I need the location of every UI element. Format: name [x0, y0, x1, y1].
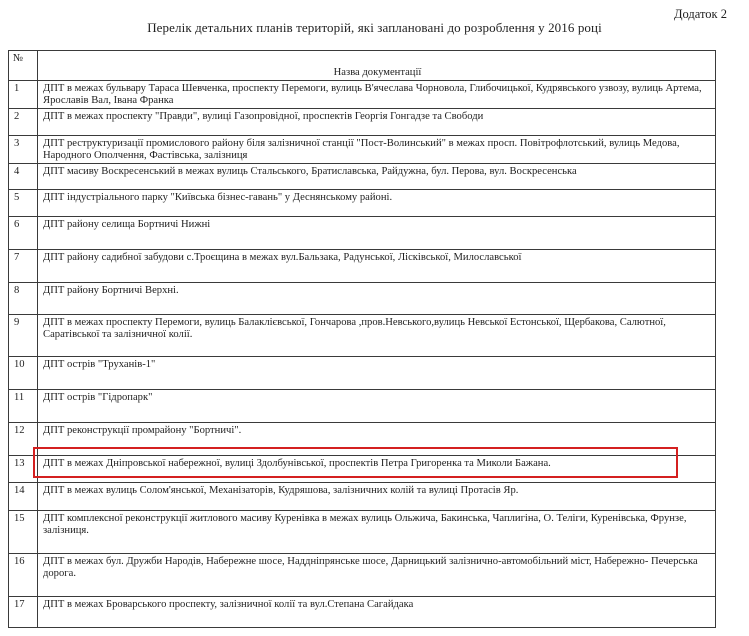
table-row [9, 315, 716, 357]
row-name: ДПТ в межах вулиць Солом'янської, Механізаторів, Кудряшова, залізничних колій та вулиці Протасів Яр. [38, 483, 716, 511]
row-number: 5 [9, 190, 38, 217]
row-name: ДПТ реструктуризації промислового району біля залізничної станції "Пост-Волинський" в межах просп. Повітрофлотський, вулиць Медова, Народного Ополчення, Фастівська, залізниця [38, 136, 716, 164]
table-header-row [9, 51, 716, 81]
number-column-header: № [9, 51, 38, 81]
row-name: ДПТ району садибної забудови с.Троєщина в межах вул.Бальзака, Радунської, Лісківської, Милославської [38, 250, 716, 283]
row-name: ДПТ острів "Труханів-1" [38, 357, 716, 390]
table-row [9, 390, 716, 423]
row-name: ДПТ масиву Воскресенський в межах вулиць Стальського, Братиславська, Райдужна, бул. Перова, вул. Воскресенська [38, 164, 716, 190]
row-name: ДПТ району Бортничі Верхні. [38, 283, 716, 315]
table-row [9, 554, 716, 597]
row-number: 4 [9, 164, 38, 190]
row-name: ДПТ в межах проспекту Перемоги, вулиць Балаклієвської, Гончарова ,пров.Невського,вулиць Невської Естонської, Щербакова, Салютної, Саратівської та залізничної колії. [38, 315, 716, 357]
table-row [9, 109, 716, 136]
row-number: 14 [9, 483, 38, 511]
row-name: ДПТ острів "Гідропарк" [38, 390, 716, 423]
plans-table [8, 50, 716, 628]
row-name: ДПТ району селища Бортничі Нижні [38, 217, 716, 250]
row-number: 8 [9, 283, 38, 315]
row-number: 9 [9, 315, 38, 357]
table-row [9, 164, 716, 190]
row-number: 6 [9, 217, 38, 250]
row-number: 16 [9, 554, 38, 597]
row-number: 11 [9, 390, 38, 423]
row-name: ДПТ реконструкції промрайону "Бортничі". [38, 423, 716, 456]
row-number: 1 [9, 81, 38, 109]
table-row [9, 217, 716, 250]
table-row [9, 81, 716, 109]
row-number: 3 [9, 136, 38, 164]
row-number: 10 [9, 357, 38, 390]
appendix-label: Додаток 2 [674, 7, 727, 21]
row-name: ДПТ в межах Броварського проспекту, залізничної колії та вул.Степана Сагайдака [38, 597, 716, 628]
row-number: 17 [9, 597, 38, 628]
row-name: ДПТ в межах бульвару Тараса Шевченка, проспекту Перемоги, вулиць В'ячеслава Чорновола, Глибочицької, Кудрявського узвозу, вулиць Артема, Ярославів Вал, Івана Франка [38, 81, 716, 109]
row-name: ДПТ в межах бул. Дружби Народів, Набережне шосе, Наддніпрянське шосе, Дарницький залізнично-автомобільний міст, Набережно- Печерська дорога. [38, 554, 716, 597]
table-row [9, 597, 716, 628]
table-row [9, 483, 716, 511]
table-row [9, 250, 716, 283]
row-name: ДПТ в межах проспекту "Правди", вулиці Газопровідної, проспектів Георгія Гонгадзе та Свободи [38, 109, 716, 136]
row-name: ДПТ в межах Дніпровської набережної, вулиці Здолбунівської, проспектів Петра Григоренка та Миколи Бажана. [38, 456, 716, 483]
table-row-highlighted [9, 456, 716, 483]
table-row [9, 357, 716, 390]
row-number: 13 [9, 456, 38, 483]
row-number: 7 [9, 250, 38, 283]
table-row [9, 423, 716, 456]
row-number: 12 [9, 423, 38, 456]
table-row [9, 511, 716, 554]
table-row [9, 190, 716, 217]
table-row [9, 283, 716, 315]
table-row [9, 136, 716, 164]
document-title: Перелік детальних планів територій, які заплановані до розроблення у 2016 році [147, 20, 602, 35]
row-number: 15 [9, 511, 38, 554]
name-column-header: Назва документації [38, 51, 716, 81]
row-number: 2 [9, 109, 38, 136]
row-name: ДПТ комплексної реконструкції житлового масиву Куренівка в межах вулиць Ольжича, Бакинська, Чаплигіна, О. Теліги, Куренівська, Фрунзе, залізниця. [38, 511, 716, 554]
row-name: ДПТ індустріального парку "Київська бізнес-гавань" у Деснянському районі. [38, 190, 716, 217]
